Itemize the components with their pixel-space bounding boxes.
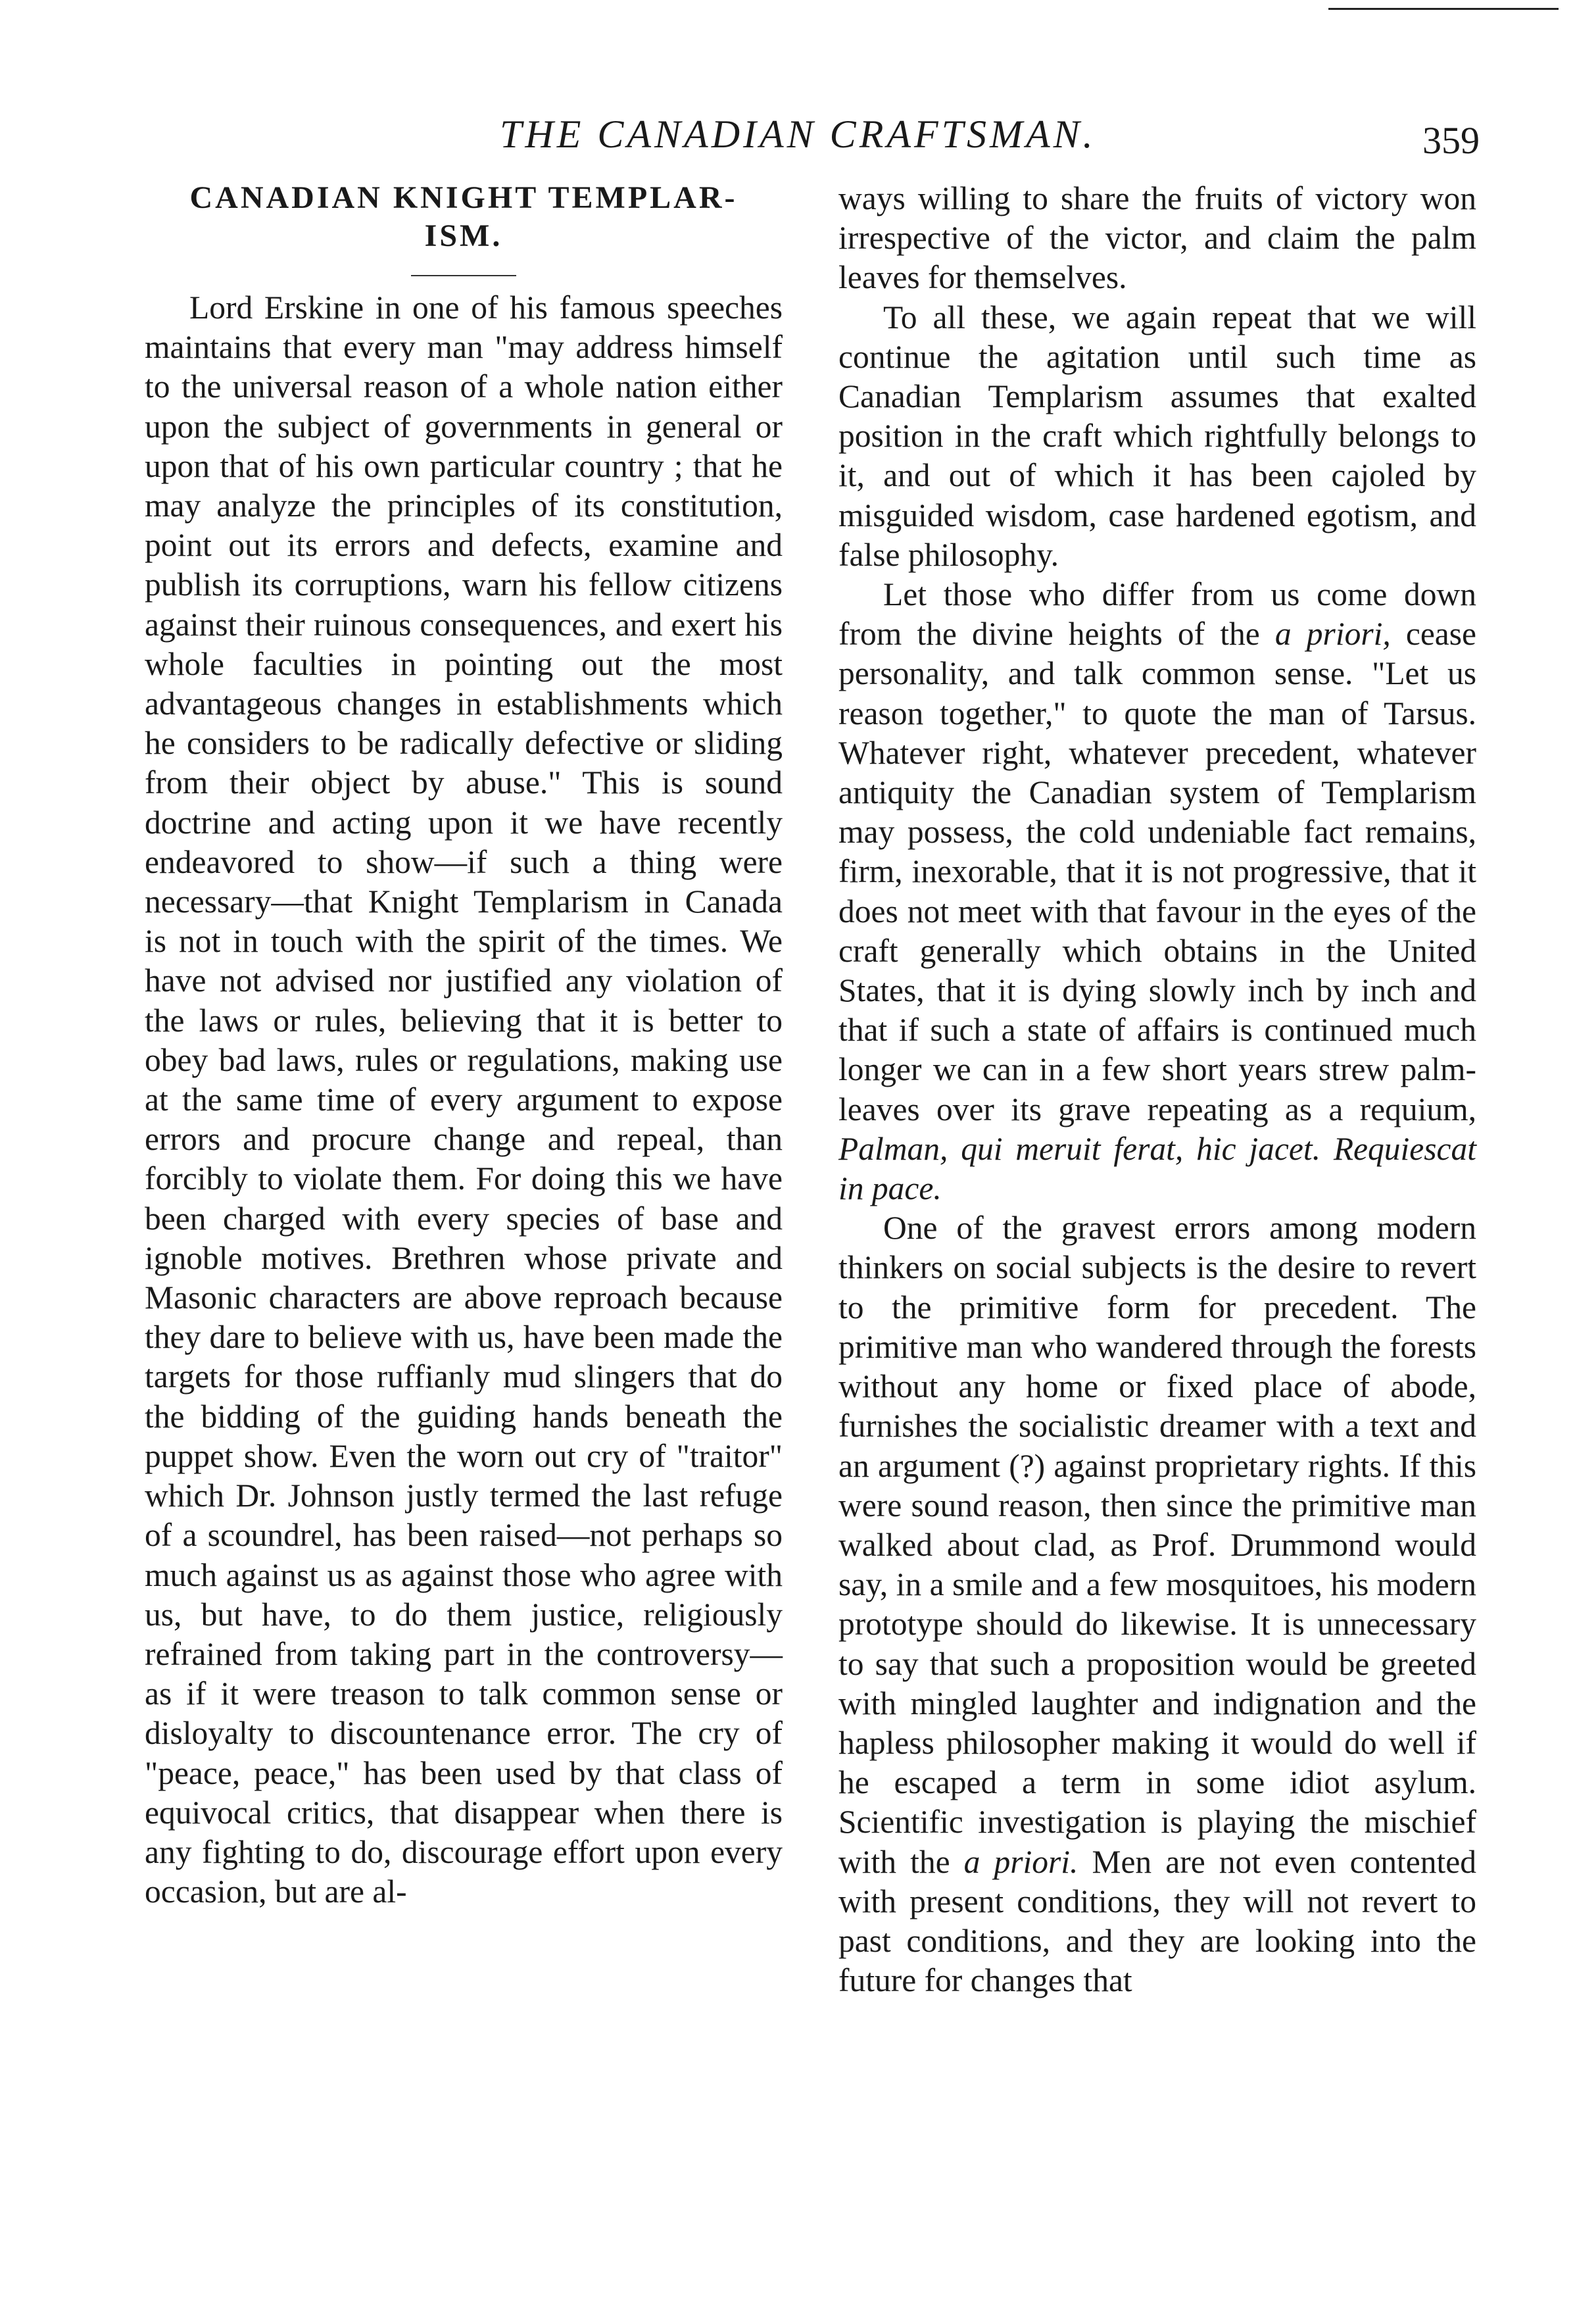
paragraph-3-text-a: Let those who differ from us come down from the divine heights of the [838, 576, 1476, 653]
a-priori-phrase-2: a priori. [963, 1843, 1078, 1880]
latin-epitaph: Palman, qui meruit ferat, hic jacet. Requiescat in pace. [838, 1130, 1476, 1207]
running-head [145, 112, 1486, 178]
article-title-line-1: CANADIAN KNIGHT TEMPLAR- [189, 180, 738, 215]
paragraph-2: To all these, we again repeat that we will continue the agitation until such time as Canadian Templarism assumes that exalted position in the craft which rightfully belongs to it, and out of which it has been cajoled by misguided wisdom, case hardened egotism, and false philosophy. [838, 299, 1476, 573]
title-rule [411, 275, 516, 276]
top-rule [1328, 8, 1559, 10]
article-title-line-2: ISM. [424, 218, 503, 253]
paragraph-4 [838, 1208, 1476, 2000]
left-column [145, 179, 783, 1912]
paragraph-3 [838, 575, 1476, 1208]
paragraph-1: Lord Erskine in one of his famous speeches maintains that every man "may address himself to the universal reason of a whole nation either upon the subject of governments in general or upon that of his own particular country ; that he may analyze the principles of its constitution, point out its errors and defects, examine and publish its corruptions, warn his fellow citizens against their ruinous consequences, and exert his whole faculties in pointing out the most advantageous changes in establishments which he considers to be radically defective or sliding from their object by abuse." This is sound doctrine and acting upon it we have recently endeavored to show—if such a thing were necessary—that Knight Templarism in Canada is not in touch with the spirit of the times. We have not advised nor justified any violation of the laws or rules, believing that it is better to obey bad laws, rules or regulations, making use at the same time of every argument to expose errors and procure change and repeal, than forcibly to violate them. For doing this we have been charged with every species of base and ignoble motives. Brethren whose private and Masonic characters are above reproach because they dare to believe with us, have been made the targets for those ruffianly mud slingers that do the bidding of the guiding hands beneath the puppet show. Even the worn out cry of "traitor" which Dr. Johnson justly termed the last refuge of a scoundrel, has been raised—not perhaps so much against us as against those who agree with us, but have, to do them justice, religiously refrained from taking part in the controversy—as if it were treason to talk common sense or disloyalty to discountenance error. The cry of "peace, peace," has been used by that class of equivocal critics, that disappear when there is any fighting to do, discourage effort upon every occasion, but are al- [145, 289, 783, 1910]
paragraph-4-text-a: One of the gravest errors among modern thinkers on social subjects is the desire to revert to the primitive form for precedent. The primitive man who wandered through the forests without any home or fixed place of abode, furnishes the socialistic dreamer with a text and an argument (?) against proprietary rights. If this were sound reason, then since the primitive man walked about clad, as Prof. Drummond would say, in a smile and a few mosquitoes, his modern prototype should do likewise. It is unnecessary to say that such a proposition would be greeted with mingled laughter and indignation and the hapless philosopher making it would do well if he escaped a term in some idiot asylum. Scientific investigation is playing the mischief with the [838, 1210, 1476, 1880]
paragraph-3-text-b: cease personality, and talk common sense. "Let us reason together," to quote the man of Tarsus. Whatever right, whatever precedent, whatever antiquity the Canadian system of Templarism may possess, the cold undeniable fact remains, firm, inexorable, that it is not progressive, that it does not meet with that favour in the eyes of the craft generally which obtains in the United States, that it is dying slowly inch by inch and that if such a state of affairs is continued much longer we can in a few short years strew palm-leaves over its grave repeating as a requium, [838, 616, 1477, 1127]
paragraph-4-text-b: Men are not even contented with present conditions, they will not revert to past conditions, and they are looking into the future for changes that [838, 1843, 1476, 1999]
journal-title: THE CANADIAN CRAFTSMAN. [500, 112, 1096, 156]
a-priori-phrase-1: a priori, [1274, 616, 1391, 653]
paragraph-1-continued: ways willing to share the fruits of victory won irrespective of the victor, and claim the palm leaves for themselves. [838, 180, 1476, 296]
page-number: 359 [1422, 119, 1480, 162]
right-column [838, 179, 1476, 2000]
article-title [145, 179, 783, 255]
